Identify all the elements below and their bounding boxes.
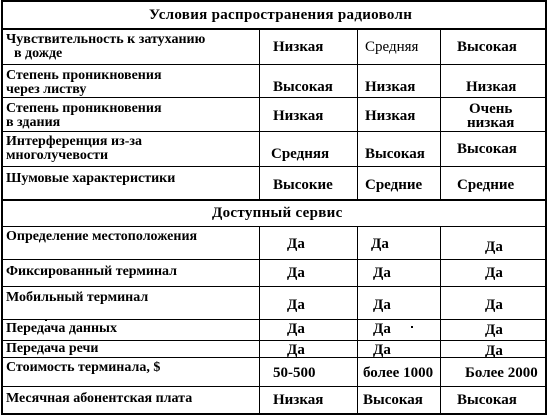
row-divider [1,131,547,132]
row-divider [1,64,547,65]
column-divider [357,226,358,415]
row-label: Стоимость терминала, $ [6,360,161,375]
table-cell: Высокие [273,177,333,193]
row-divider [1,199,547,201]
table-cell: Низкая [273,108,324,124]
table-cell: Да [287,236,305,252]
row-label: Передача речи [6,341,99,356]
column-divider [440,28,441,199]
row-divider [1,357,547,358]
table-cell: 50-500 [273,365,316,381]
row-label: Фиксированный терминал [6,264,178,279]
scan-speck [411,326,413,328]
table-cell: Да [287,321,305,337]
radio-propagation-table [1,0,547,415]
table-cell: Да [373,321,391,337]
row-divider [1,97,547,98]
row-divider [1,28,547,30]
table-cell: Более 2000 [465,365,538,381]
table-cell: Низкая [466,79,517,95]
table-cell: Да [287,297,305,313]
table-cell: Средние [365,177,423,193]
row-divider [1,226,547,227]
table-cell: Да [373,297,391,313]
table-cell: более 1000 [363,365,434,381]
row-label: Интерференция из-за многолучевости [6,134,142,163]
column-divider [259,28,260,199]
table-cell: Средние [457,177,515,193]
row-label: Чувствительность к затуханию в дожде [6,32,206,61]
table-cell: Да [373,342,391,358]
row-label: Шумовые характеристики [6,171,176,186]
column-divider [440,226,441,415]
table-cell: Да [485,343,503,359]
table-cell: Низкая [273,392,324,408]
column-divider [357,28,358,199]
row-label: Мобильный терминал [6,290,149,305]
table-cell: Да [373,265,391,281]
table-cell: Да [485,239,503,255]
table-cell: Низкая [273,39,324,55]
table-cell: Высокая [273,79,333,95]
table-cell: Высокая [457,392,517,408]
table-cell: Очень низкая [467,101,515,131]
table-cell: Высокая [457,39,517,55]
section-title-service: Доступный сервис [212,205,343,221]
table-cell: Средняя [365,39,419,55]
table-cell: Высокая [363,392,423,408]
table-cell: Да [485,265,503,281]
row-label: Степень проникновения через листву [6,68,162,97]
row-divider [1,319,547,320]
row-label: Определение местоположения [6,229,198,244]
table-cell: Да [371,236,389,252]
table-cell: Средняя [271,146,330,162]
row-label: Месячная абонентская плата [6,391,193,406]
table-cell: Да [485,322,503,338]
scan-speck [45,319,47,321]
table-cell: Высокая [457,141,517,157]
table-cell: Высокая [365,146,425,162]
table-cell: Да [287,265,305,281]
row-divider [1,386,547,387]
table-cell: Да [287,342,305,358]
section-title-propagation: Условия распространения радиоволн [149,7,413,23]
row-divider [1,166,547,167]
row-label: Степень проникновения в здания [6,101,162,130]
table-cell: Низкая [365,108,416,124]
row-divider [1,286,547,287]
table-cell: Низкая [365,79,416,95]
row-label: Передача данных [6,321,117,336]
table-cell: Да [485,297,503,313]
row-divider [1,259,547,260]
column-divider [259,226,260,415]
